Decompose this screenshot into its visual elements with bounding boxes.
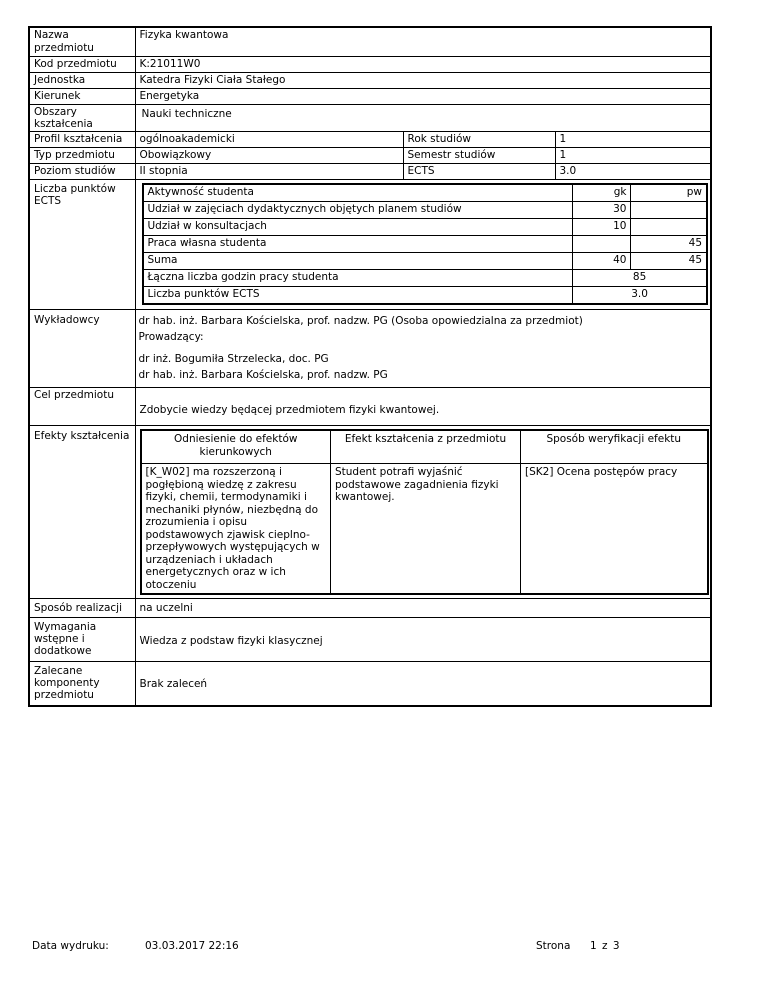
ects-row-name: Suma: [143, 253, 573, 270]
ects-row-gk: [573, 236, 631, 253]
row-wykladowcy: [29, 310, 711, 388]
label-ects-points: Liczba punktów ECTS: [29, 180, 135, 310]
outcomes-header-outcome: Efekt kształcenia z przedmiotu: [331, 430, 521, 464]
label-sposob: Sposób realizacji: [29, 599, 135, 618]
label-kierunek: Kierunek: [29, 89, 135, 105]
value-ects: 3.0: [555, 164, 711, 180]
ects-row-pw: [631, 219, 707, 236]
outcome-description: Student potrafi wyjaśnić podstawowe zagadnienia fizyki kwantowej.: [331, 464, 521, 595]
value-nazwa: Fizyka kwantowa: [135, 27, 711, 57]
ects-row-gk: 40: [573, 253, 631, 270]
course-card-table: [28, 26, 712, 707]
label-cel: Cel przedmiotu: [29, 388, 135, 426]
outcomes-header-reference: Odniesienie do efektów kierunkowych: [141, 430, 331, 464]
row-sposob: [29, 599, 711, 618]
label-semestr: Semestr studiów: [403, 148, 555, 164]
ects-header-row: [143, 184, 708, 202]
value-zalecane: Brak zaleceń: [135, 662, 711, 706]
label-typ: Typ przedmiotu: [29, 148, 135, 164]
ects-header-gk: gk: [573, 184, 631, 202]
value-kierunek: Energetyka: [135, 89, 711, 105]
ects-row-pw: 45: [631, 236, 707, 253]
label-profil: Profil kształcenia: [29, 132, 135, 148]
print-date-label: Data wydruku:: [32, 940, 109, 952]
ects-row-name: Udział w konsultacjach: [143, 219, 573, 236]
outcome-reference: [K_W02] ma rozszerzoną i pogłębioną wiedzę z zakresu fizyki, chemii, termodynamiki i mechaniki płynów, niezbędną do zrozumienia i opisu podstawowych zjawisk cieplno-przepływowych występujących w urządzeniach i układach energetycznych oraz w ich otoczeniu: [141, 464, 331, 595]
value-typ: Obowiązkowy: [135, 148, 403, 164]
outcomes-header-row: [141, 430, 708, 464]
ects-table: [142, 183, 709, 305]
row-wymagania: [29, 618, 711, 662]
value-wymagania: Wiedza z podstaw fizyki klasycznej: [135, 618, 711, 662]
lecturer-name: dr inż. Bogumiła Strzelecka, doc. PG: [138, 353, 329, 365]
row-efekty: [29, 426, 711, 599]
value-semestr: 1: [555, 148, 711, 164]
ects-row: [143, 202, 708, 219]
label-rok: Rok studiów: [403, 132, 555, 148]
row-zalecane: [29, 662, 711, 706]
ects-total-hours-value: 85: [573, 270, 707, 287]
ects-row: [143, 236, 708, 253]
value-kod: K:21011W0: [135, 57, 711, 73]
row-profil: [29, 132, 711, 148]
value-jednostka: Katedra Fizyki Ciała Stałego: [135, 73, 711, 89]
value-poziom: II stopnia: [135, 164, 403, 180]
page-number: 1 z 3: [590, 940, 621, 952]
lecturer-name: dr hab. inż. Barbara Kościelska, prof. nadzw. PG: [138, 369, 388, 381]
ects-total-hours-name: Łączna liczba godzin pracy studenta: [143, 270, 573, 287]
label-wykladowcy: Wykładowcy: [29, 310, 135, 388]
row-cel: [29, 388, 711, 426]
page-footer: [0, 940, 768, 960]
value-rok: 1: [555, 132, 711, 148]
row-poziom: [29, 164, 711, 180]
ects-row-name: Udział w zajęciach dydaktycznych objętych planem studiów: [143, 202, 573, 219]
ects-total-hours-row: [143, 270, 708, 287]
label-kod: Kod przedmiotu: [29, 57, 135, 73]
ects-row-gk: 30: [573, 202, 631, 219]
course-card: [28, 26, 710, 707]
value-obszary: Nauki techniczne: [135, 105, 711, 132]
value-sposob: na uczelni: [135, 599, 711, 618]
print-date-value: 03.03.2017 22:16: [145, 940, 239, 952]
ects-row-pw: [631, 202, 707, 219]
lecturers-label: Prowadzący:: [138, 331, 204, 343]
label-nazwa: Nazwa przedmiotu: [29, 27, 135, 57]
row-ects-points: [29, 180, 711, 310]
lecturer-responsible: dr hab. inż. Barbara Kościelska, prof. nadzw. PG (Osoba opowiedzialna za przedmiot): [138, 315, 583, 327]
ects-total-points-row: [143, 287, 708, 305]
label-zalecane: Zalecane komponenty przedmiotu: [29, 662, 135, 706]
label-obszary: Obszary kształcenia: [29, 105, 135, 132]
label-jednostka: Jednostka: [29, 73, 135, 89]
page-label: Strona: [536, 940, 571, 952]
outcomes-header-verification: Sposób weryfikacji efektu: [521, 430, 708, 464]
row-kierunek: [29, 89, 711, 105]
ects-header-activity: Aktywność studenta: [143, 184, 573, 202]
row-obszary: [29, 105, 711, 132]
row-jednostka: [29, 73, 711, 89]
ects-row: [143, 219, 708, 236]
label-efekty: Efekty kształcenia: [29, 426, 135, 599]
outcome-verification: [SK2] Ocena postępów pracy: [521, 464, 708, 595]
ects-total-points-name: Liczba punktów ECTS: [143, 287, 573, 305]
ects-total-points-value: 3.0: [573, 287, 707, 305]
label-ects: ECTS: [403, 164, 555, 180]
ects-row-name: Praca własna studenta: [143, 236, 573, 253]
ects-row-gk: 10: [573, 219, 631, 236]
ects-row: [143, 253, 708, 270]
label-wymagania: Wymagania wstępne i dodatkowe: [29, 618, 135, 662]
value-cel: Zdobycie wiedzy będącej przedmiotem fizyki kwantowej.: [135, 388, 711, 426]
outcomes-table: [140, 429, 709, 595]
ects-row-pw: 45: [631, 253, 707, 270]
label-poziom: Poziom studiów: [29, 164, 135, 180]
value-profil: ogólnoakademicki: [135, 132, 403, 148]
ects-header-pw: pw: [631, 184, 707, 202]
row-nazwa: [29, 27, 711, 57]
row-kod: [29, 57, 711, 73]
outcomes-row: [141, 464, 708, 595]
row-typ: [29, 148, 711, 164]
